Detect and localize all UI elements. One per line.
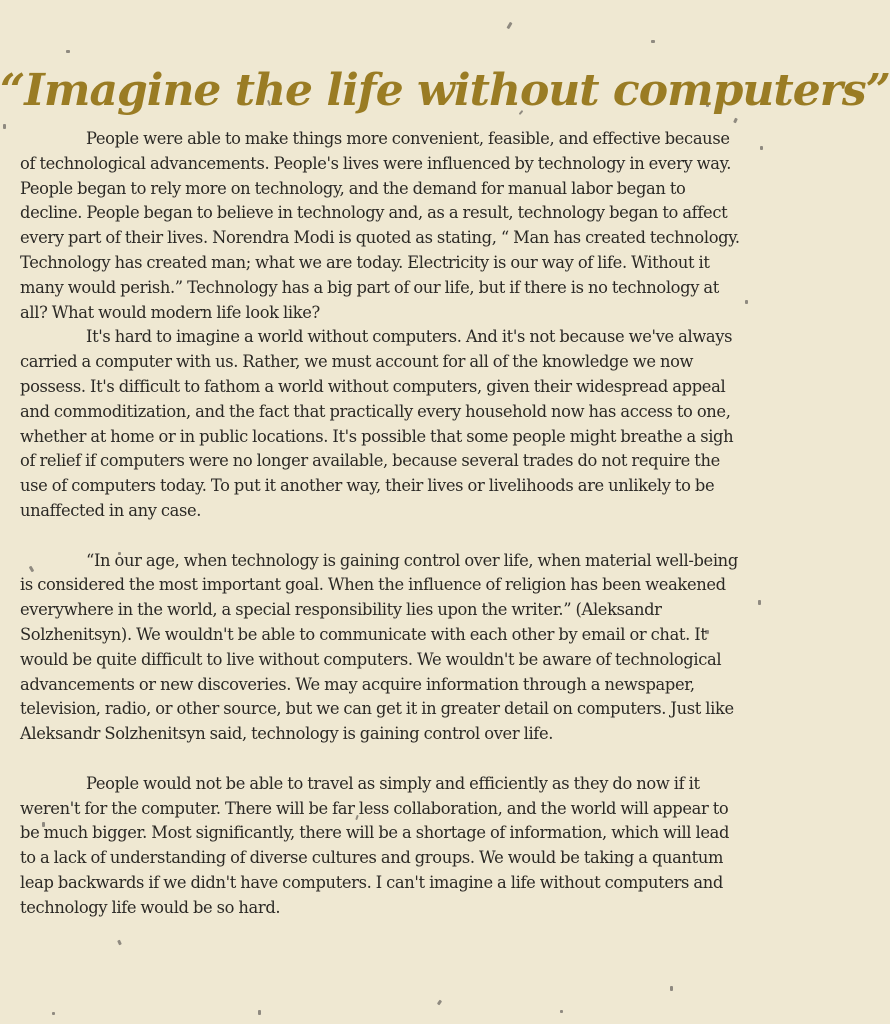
paragraph-3: “In our age, when technology is gaining control over life, when material well-being is considered the most important goal. When the influence of religion has been weakened everywhere in the world, a special responsibility lies upon the writer.” (Aleksandr Solzhenitsyn). We wouldn't be able to communicate with each other by email or chat. It would be quite difficult to live without computers. We wouldn't be aware of technological advancements or new discoveries. We may acquire information through a newspaper, television, radio, or other source, but we can get it in greater detail on computers. Just like Aleksandr Solzhenitsyn said, technology is gaining control over life. — [20, 550, 738, 744]
paper-fleck — [3, 124, 6, 129]
paper-fleck — [66, 50, 70, 53]
paragraph-4: People would not be able to travel as simply and efficiently as they do now if it weren't for the computer. There will be far less collaboration, and the world will appear to be much bigger. Most significantly, there will be a shortage of information, which will lead to a lack of understanding of diverse cultures and groups. We would be taking a quantum leap backwards if we didn't have computers. I can't imagine a life without computers and technology life would be so hard. — [20, 773, 730, 917]
paper-fleck — [651, 40, 655, 43]
paper-fleck — [560, 1010, 563, 1013]
page-title: “Imagine the life without computers” — [0, 65, 890, 117]
essay-body — [20, 127, 748, 921]
paper-fleck — [758, 600, 761, 605]
paper-fleck — [258, 1010, 261, 1015]
paper-fleck — [760, 146, 763, 150]
paper-fleck — [117, 940, 122, 946]
paragraph-1: People were able to make things more convenient, feasible, and effective because of technological advancements. People's lives were influenced by technology in every way. People began to rely more on technology, and the demand for manual labor began to decline. People began to believe in technology and, as a result, technology began to affect every part of their lives. Norendra Modi is quoted as stating, “ Man has created technology. Technology has created man; what we are today. Electricity is our way of life. Without it many would perish.” Technology has a big part of our life, but if there is no technology at all? What would modern life look like? — [20, 129, 740, 322]
paper-fleck — [670, 986, 673, 991]
paragraph-gap — [20, 524, 748, 549]
paper-fleck — [506, 22, 512, 30]
paragraph-2: It's hard to imagine a world without computers. And it's not because we've always carried a computer with us. Rather, we must account for all of the knowledge we now possess. It's difficult to fathom a world without computers, given their widespread appeal and commoditization, and the fact that practically every household now has access to one, whether at home or in public locations. It's possible that some people might breathe a sigh of relief if computers were no longer available, because several trades do not require the use of computers today. To put it another way, their lives or livelihoods are unlikely to be unaffected in any case. — [20, 327, 734, 520]
paper-fleck — [733, 118, 738, 124]
paragraph-gap — [20, 747, 748, 772]
paper-fleck — [52, 1012, 55, 1015]
paper-fleck — [437, 1000, 442, 1006]
